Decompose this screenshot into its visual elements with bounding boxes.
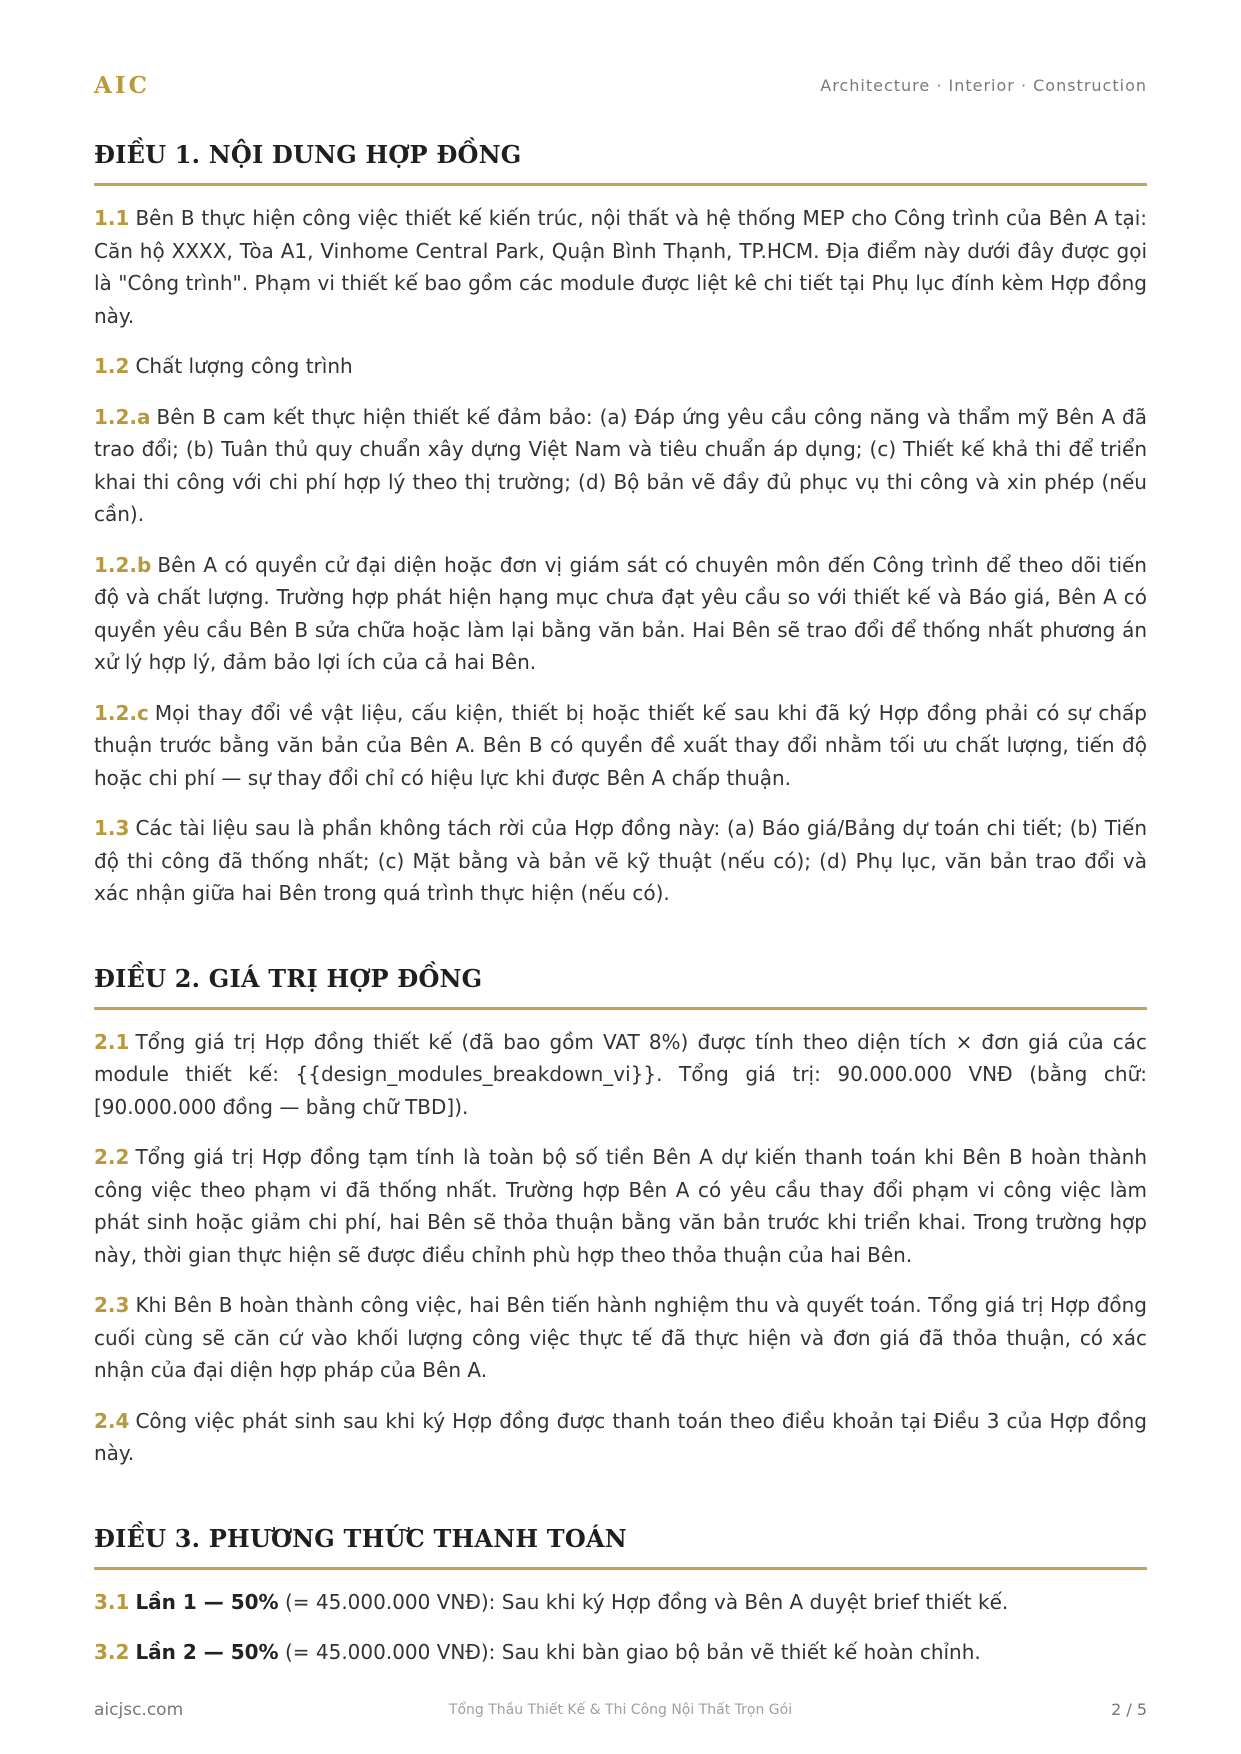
clause — [94, 1405, 1147, 1470]
clause-number: 1.1 — [94, 206, 130, 230]
page-number: 2 / 5 — [1111, 1700, 1147, 1719]
clause — [94, 697, 1147, 795]
clause-text: Bên B thực hiện công việc thiết kế kiến trúc, nội thất và hệ thống MEP cho Công trình của Bên A tại: Căn hộ XXXX, Tòa A1, Vinhome Central Park, Quận Bình Thạnh, TP.HCM. Địa điểm này dưới đây được gọi là "Công trình". Phạm vi thiết kế bao gồm các module được liệt kê chi tiết tại Phụ lục đính kèm Hợp đồng này. — [94, 206, 1147, 328]
clause-text: Các tài liệu sau là phần không tách rời của Hợp đồng này: (a) Báo giá/Bảng dự toán chi tiết; (b) Tiến độ thi công đã thống nhất; (c) Mặt bằng và bản vẽ kỹ thuật (nếu có); (d) Phụ lục, văn bản trao đổi và xác nhận giữa hai Bên trong quá trình thực hiện (nếu có). — [94, 816, 1147, 905]
clause-number: 3.2 — [94, 1640, 130, 1664]
article-title: ĐIỀU 3. PHƯƠNG THỨC THANH TOÁN — [94, 1524, 1147, 1570]
clause-number: 1.3 — [94, 816, 130, 840]
clause — [94, 401, 1147, 531]
page-header — [94, 68, 1147, 108]
clause — [94, 1636, 1147, 1669]
clause-number: 1.2.c — [94, 700, 149, 725]
clause-text: (= 45.000.000 VNĐ): Sau khi bàn giao bộ bản vẽ thiết kế hoàn chỉnh. — [284, 1640, 981, 1664]
section-spacer — [94, 1488, 1147, 1524]
article-3 — [94, 1524, 1147, 1669]
clause-number: 1.2.b — [94, 552, 152, 577]
payment-installment: Lần 2 — 50% — [135, 1640, 279, 1664]
article-2 — [94, 964, 1147, 1470]
company-logo: AIC — [94, 72, 150, 99]
document-body — [94, 140, 1147, 1687]
clause-number: 1.2.a — [94, 404, 151, 429]
article-title: ĐIỀU 2. GIÁ TRỊ HỢP ĐỒNG — [94, 964, 1147, 1010]
clause-text: Tổng giá trị Hợp đồng tạm tính là toàn bộ số tiền Bên A dự kiến thanh toán khi Bên B hoàn thành công việc theo phạm vi đã thống nhất. Trường hợp Bên A có yêu cầu thay đổi phạm vi công việc làm phát sinh hoặc giảm chi phí, hai Bên sẽ thỏa thuận bằng văn bản trước khi triển khai. Trong trường hợp này, thời gian thực hiện sẽ được điều chỉnh phù hợp theo thỏa thuận của hai Bên. — [94, 1145, 1147, 1267]
clause-text: Khi Bên B hoàn thành công việc, hai Bên tiến hành nghiệm thu và quyết toán. Tổng giá trị Hợp đồng cuối cùng sẽ căn cứ vào khối lượng công việc thực tế đã thực hiện và đơn giá đã thỏa thuận, có xác nhận của đại diện hợp pháp của Bên A. — [94, 1293, 1147, 1382]
company-tagline: Architecture · Interior · Construction — [820, 76, 1147, 95]
clause — [94, 1141, 1147, 1271]
clause — [94, 1289, 1147, 1387]
footer-slogan: Tổng Thầu Thiết Kế & Thi Công Nội Thất Trọn Gói — [448, 1702, 793, 1718]
clause-text: Bên A có quyền cử đại diện hoặc đơn vị giám sát có chuyên môn đến Công trình để theo dõi tiến độ và chất lượng. Trường hợp phát hiện hạng mục chưa đạt yêu cầu so với thiết kế và Báo giá, Bên A có quyền yêu cầu Bên B sửa chữa hoặc làm lại bằng văn bản. Hai Bên sẽ trao đổi để thống nhất phương án xử lý hợp lý, đảm bảo lợi ích của cả hai Bên. — [94, 552, 1147, 674]
clause-text: Công việc phát sinh sau khi ký Hợp đồng được thanh toán theo điều khoản tại Điều 3 của Hợp đồng này. — [94, 1408, 1147, 1465]
clause — [94, 549, 1147, 679]
clause-number: 2.2 — [94, 1145, 130, 1169]
clause — [94, 812, 1147, 910]
clause — [94, 1026, 1147, 1124]
clause-number: 3.1 — [94, 1589, 130, 1614]
clause-number: 2.4 — [94, 1408, 130, 1433]
article-title: ĐIỀU 1. NỘI DUNG HỢP ĐỒNG — [94, 140, 1147, 186]
clause-text: Mọi thay đổi về vật liệu, cấu kiện, thiết bị hoặc thiết kế sau khi đã ký Hợp đồng phải có sự chấp thuận trước bằng văn bản của Bên A. Bên B có quyền đề xuất thay đổi nhằm tối ưu chất lượng, tiến độ hoặc chi phí — sự thay đổi chỉ có hiệu lực khi được Bên A chấp thuận. — [94, 700, 1147, 790]
article-1 — [94, 140, 1147, 910]
page-footer — [94, 1700, 1147, 1724]
clause-number: 1.2 — [94, 354, 130, 378]
clause — [94, 202, 1147, 332]
website-link[interactable]: aicjsc.com — [94, 1700, 184, 1720]
section-spacer — [94, 928, 1147, 964]
clause — [94, 1586, 1147, 1619]
clause-text: (= 45.000.000 VNĐ): Sau khi ký Hợp đồng và Bên A duyệt brief thiết kế. — [284, 1589, 1009, 1614]
clause-number: 2.1 — [94, 1029, 130, 1054]
clause-number: 2.3 — [94, 1293, 130, 1317]
clause-text: Tổng giá trị Hợp đồng thiết kế (đã bao gồm VAT 8%) được tính theo diện tích × đơn giá của các module thiết kế: {{design_modules_breakdown_vi}}. Tổng giá trị: 90.000.000 VNĐ (bằng chữ: [90.000.000 đồng — bằng chữ TBD]). — [94, 1029, 1147, 1119]
payment-installment: Lần 1 — 50% — [135, 1589, 279, 1614]
clause — [94, 350, 1147, 383]
clause-text: Bên B cam kết thực hiện thiết kế đảm bảo: (a) Đáp ứng yêu cầu công năng và thẩm mỹ Bên A đã trao đổi; (b) Tuân thủ quy chuẩn xây dựng Việt Nam và tiêu chuẩn áp dụng; (c) Thiết kế khả thi để triển khai thi công với chi phí hợp lý theo thị trường; (d) Bộ bản vẽ đầy đủ phục vụ thi công và xin phép (nếu cần). — [94, 404, 1147, 526]
clause-text: Chất lượng công trình — [135, 354, 353, 378]
